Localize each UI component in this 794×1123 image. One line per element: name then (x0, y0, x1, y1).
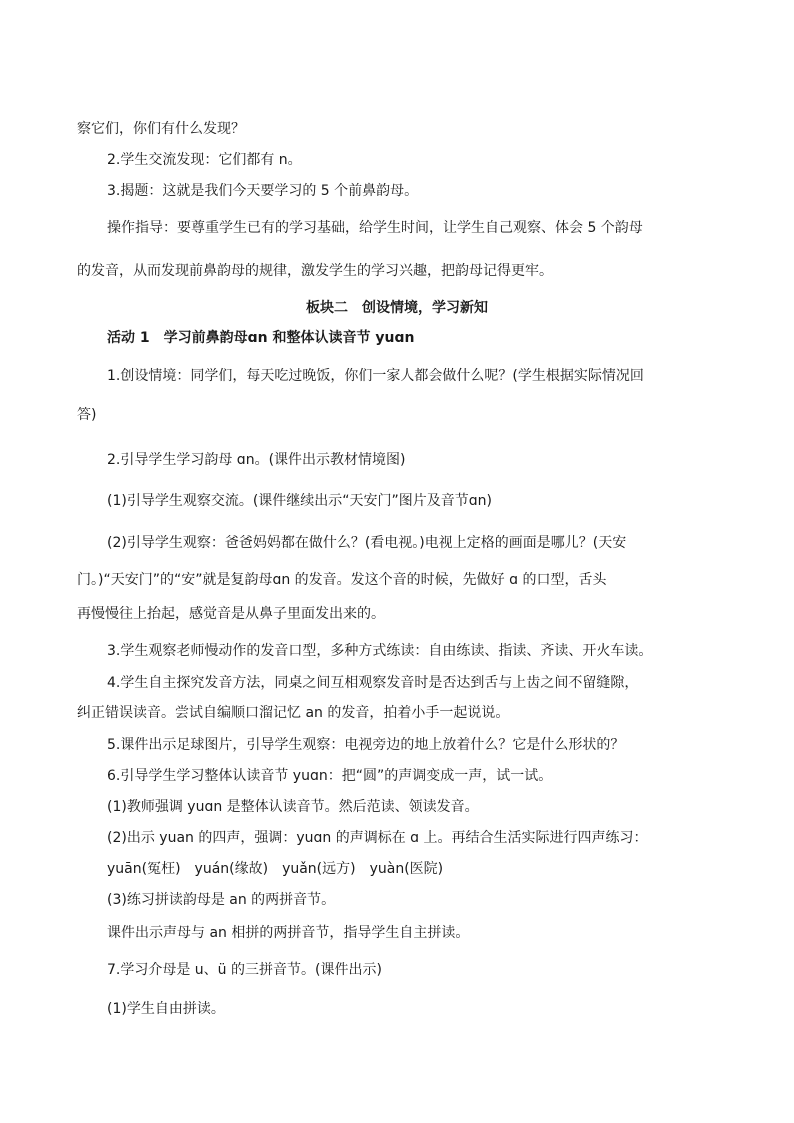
activity-heading: 活动 1 学习前鼻韵母ɑn 和整体认读音节 yuɑn (107, 330, 415, 346)
paragraph-line: 1.创设情境：同学们，每天吃过晚饭，你们一家人都会做什么呢？(学生根据实际情况回 (107, 368, 644, 384)
paragraph-line: 纠正错误读音。尝试自编顺口溜记忆 an 的发音，拍着小手一起说说。 (77, 705, 510, 721)
paragraph-line: (2)引导学生观察：爸爸妈妈都在做什么？(看电视。)电视上定格的画面是哪儿？(天安 (107, 535, 627, 551)
paragraph-line: 的发音，从而发现前鼻韵母的规律，激发学生的学习兴趣，把韵母记得更牢。 (77, 263, 553, 279)
paragraph-line: (1)引导学生观察交流。(课件继续出示“天安门”图片及音节ɑn) (107, 493, 493, 509)
paragraph-line: 5.课件出示足球图片，引导学生观察：电视旁边的地上放着什么？它是什么形状的？ (107, 737, 625, 753)
paragraph-line: 6.引导学生学习整体认读音节 yuɑn：把“圆”的声调变成一声，试一试。 (107, 768, 553, 784)
paragraph-line: (3)练习拼读韵母是 an 的两拼音节。 (107, 892, 336, 908)
paragraph-line: 课件出示声母与 an 相拼的两拼音节，指导学生自主拼读。 (107, 925, 470, 941)
pinyin-tones-line: yuān(冤枉) yuán(缘故) yuǎn(远方) yuàn(医院) (107, 861, 444, 877)
paragraph-line: 4.学生自主探究发音方法，同桌之间互相观察发音时是否达到舌与上齿之间不留缝隙， (107, 675, 639, 691)
paragraph-line: 3.揭题：这就是我们今天要学习的 5 个前鼻韵母。 (107, 183, 419, 199)
paragraph-line: 7.学习介母是 u、ü 的三拼音节。(课件出示) (107, 962, 382, 978)
paragraph-line: 2.引导学生学习韵母 ɑn。(课件出示教材情境图) (107, 452, 406, 468)
paragraph-line: 察它们，你们有什么发现？ (77, 121, 245, 137)
paragraph-line: 答) (77, 407, 97, 423)
paragraph-line: (2)出示 yuan 的四声，强调：yuɑn 的声调标在 ɑ 上。再结合生活实际进行四声练习： (107, 830, 648, 846)
paragraph-line: (1)学生自由拼读。 (107, 1001, 225, 1017)
paragraph-line: 再慢慢往上抬起，感觉音是从鼻子里面发出来的。 (77, 606, 385, 622)
paragraph-line: 操作指导：要尊重学生已有的学习基础，给学生时间，让学生自己观察、体会 5 个韵母 (107, 220, 643, 236)
paragraph-line: 门。)“天安门”的“安”就是复韵母ɑn 的发音。发这个音的时候，先做好 ɑ 的口型，舌头 (77, 572, 607, 588)
paragraph-line: (1)教师强调 yuɑn 是整体认读音节。然后范读、领读发音。 (107, 799, 479, 815)
paragraph-line: 2.学生交流发现：它们都有 n。 (107, 152, 302, 168)
section-heading: 板块二 创设情境，学习新知 (306, 300, 488, 316)
paragraph-line: 3.学生观察老师慢动作的发音口型，多种方式练读：自由练读、指读、齐读、开火车读。 (107, 643, 653, 659)
